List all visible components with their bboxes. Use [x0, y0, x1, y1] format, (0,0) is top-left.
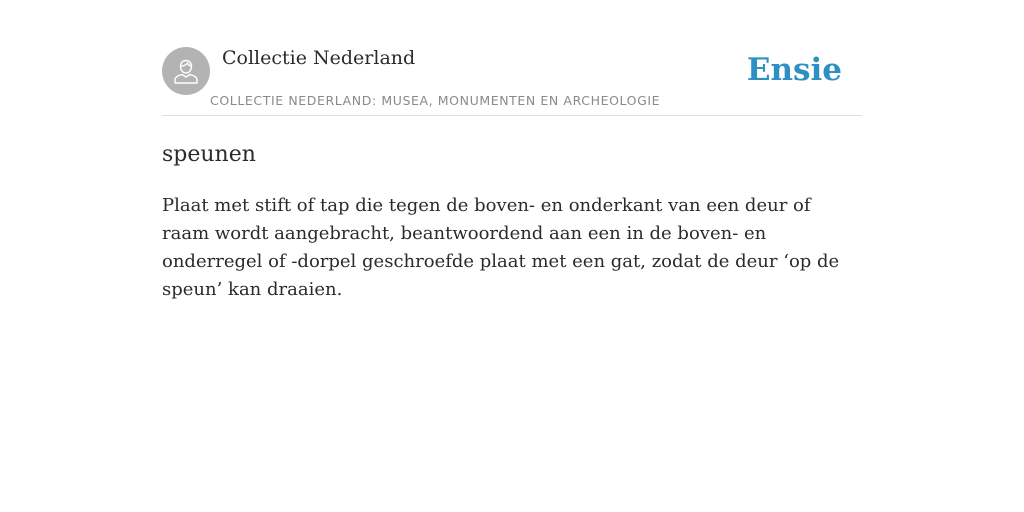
author-avatar[interactable] — [162, 47, 210, 95]
collection-label[interactable]: COLLECTIE NEDERLAND: MUSEA, MONUMENTEN EN ARCHEOLOGIE — [210, 93, 661, 108]
brand-logo[interactable]: Ensie — [746, 52, 842, 88]
header-divider — [162, 115, 862, 116]
author-name[interactable]: Collectie Nederland — [222, 47, 416, 69]
entry-term: speunen — [162, 142, 256, 167]
user-icon — [171, 56, 201, 86]
entry-definition: Plaat met stift of tap die tegen de boven- en onderkant van een deur of raam wordt aangebracht, beantwoordend aan een in de boven- en onderregel of -dorpel geschroefde plaat met een gat, zodat de deur ‘op de speun’ kan draaien. — [162, 195, 840, 300]
entry-card — [162, 0, 862, 512]
